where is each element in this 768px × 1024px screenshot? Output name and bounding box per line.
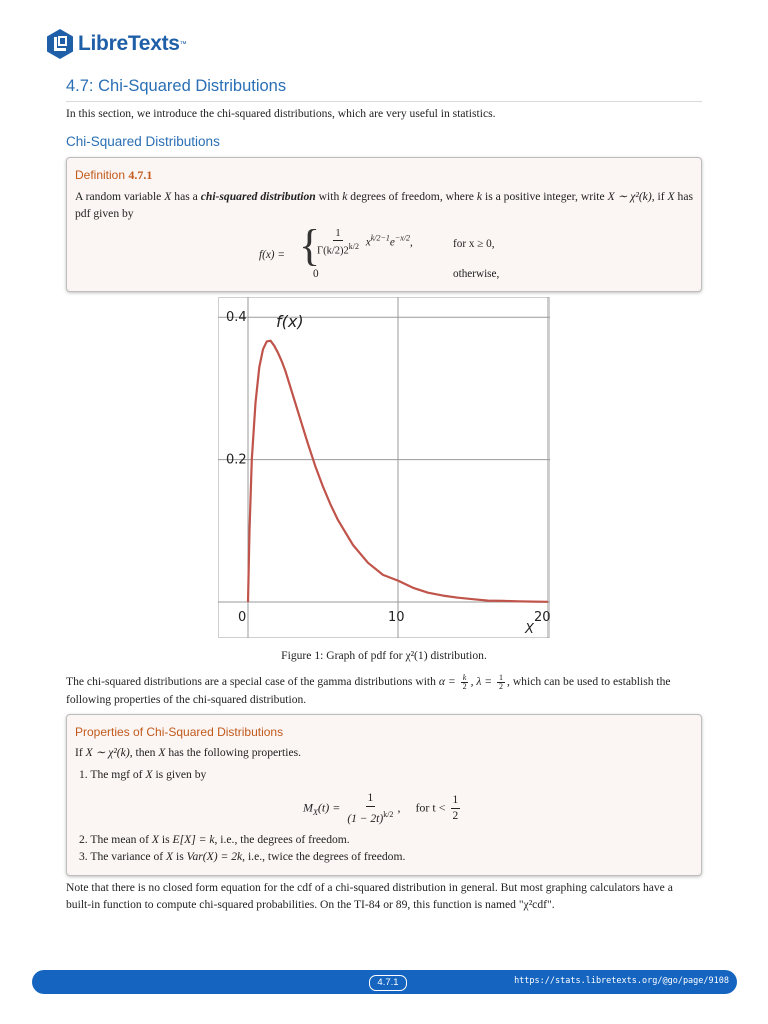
page-title: 4.7: Chi-Squared Distributions [66, 77, 287, 95]
mgf-cond-num: 1 [451, 793, 461, 809]
gamma-line-2: following properties of the chi-squared distribution. [66, 692, 307, 706]
properties-box [66, 714, 702, 876]
mgf-den-sup: k/2 [383, 810, 394, 819]
pdf-brace: { [299, 221, 321, 270]
prop-intro-dist: X ∼ χ²(k) [85, 746, 130, 759]
pdf-case2-condition: otherwise, [453, 268, 500, 280]
def-var-k: k [342, 190, 348, 203]
alpha-den: 2 [462, 681, 467, 691]
x-axis-label: X [525, 622, 534, 637]
definition-box [66, 157, 702, 292]
prop-intro-c: has the following properties. [168, 746, 302, 759]
item3-c: , i.e., twice the degrees of freedom. [242, 850, 406, 863]
def-var-x: X [164, 190, 172, 203]
alpha-fraction [461, 674, 469, 691]
mgf-cond: for t < [415, 800, 446, 815]
prop-intro-var: X [158, 746, 166, 759]
item2-eq: E[X] = k [172, 833, 215, 846]
property-item-1 [79, 768, 206, 781]
mgf-formula [303, 791, 462, 827]
def-text-f: , if [651, 190, 665, 203]
item2-c: , i.e., the degrees of freedom. [214, 833, 350, 846]
figure-caption: Figure 1: Graph of pdf for χ²(1) distribution. [281, 649, 487, 662]
properties-intro [75, 745, 301, 759]
def-text-c: with [318, 190, 340, 203]
item3-b: is [176, 850, 184, 863]
page-url[interactable]: https://stats.libretexts.org/@go/page/9108 [514, 976, 729, 986]
mgf-fraction [345, 791, 395, 827]
item2-a: 2. The mean of [79, 833, 149, 846]
title-divider [66, 101, 702, 102]
prop-intro-b: , then [129, 746, 156, 759]
item3-a: 3. The variance of [79, 850, 164, 863]
lambda-den: 2 [499, 681, 504, 691]
pdf-case1-den-base: Γ(k/2)2 [317, 245, 349, 257]
definition-number: 4.7.1 [128, 168, 153, 182]
alpha-eq: α = [438, 675, 456, 688]
pdf-case1-fraction [315, 228, 361, 258]
pdf-case1-den [315, 241, 361, 258]
def-var-x-2: X [667, 190, 675, 203]
pdf-case1-den-sup: k/2 [348, 242, 359, 251]
lambda-eq: , λ = [470, 675, 493, 688]
def-text-d: degrees of freedom, where [350, 190, 474, 203]
gamma-text-b: , which can be used to establish the [507, 675, 671, 688]
item3-eq: Var(X) = 2k [186, 850, 243, 863]
chart-frame [219, 298, 550, 638]
page-number: 4.7.1 [369, 975, 407, 991]
note-line-2: built-in function to compute chi-squared probabilities. On the TI-84 or 89, this function is named "χ²cdf". [66, 898, 555, 911]
footer-bar [32, 970, 737, 994]
alpha-num: k [462, 672, 467, 682]
gamma-line-1 [66, 673, 702, 691]
libretexts-logo[interactable] [46, 27, 187, 61]
intro-paragraph: In this section, we introduce the chi-squared distributions, which are very useful in statistics. [66, 107, 496, 120]
mgf-den [345, 807, 395, 827]
libretexts-logo-icon [46, 28, 74, 60]
lambda-fraction [497, 674, 505, 691]
def-text-b: has a [174, 190, 198, 203]
def-text-e: is a positive integer, write [484, 190, 605, 203]
pdf-case1-e: e [389, 236, 395, 249]
item1-b: is given by [155, 768, 207, 781]
property-item-2 [79, 833, 350, 846]
item3-var: X [166, 850, 174, 863]
item2-var: X [151, 833, 159, 846]
pdf-case-2: 0 [313, 268, 319, 280]
mgf-lhs: M [303, 800, 313, 815]
def-text-g: has pdf given by [75, 190, 693, 220]
mgf-arg: (t) = [317, 800, 341, 815]
x-tick-label-2: 20 [534, 610, 550, 625]
pdf-formula-lhs [259, 249, 285, 261]
prop-intro-a: If [75, 746, 83, 759]
x-tick-label-0: 0 [238, 610, 247, 625]
def-dist: X ∼ χ²(k) [607, 190, 652, 203]
mgf-cond-den: 2 [452, 810, 459, 823]
logo-trademark: ™ [179, 40, 187, 48]
logo-text: LibreTexts [78, 32, 180, 55]
definition-title [75, 168, 152, 183]
mgf-cond-fraction [451, 793, 461, 824]
pdf-case1-x-sup: k/2−1 [370, 233, 390, 243]
item1-a: 1. The mgf of [79, 768, 143, 781]
pdf-case1-e-sup: −x/2 [394, 233, 411, 243]
pdf-case1-condition: for x ≥ 0, [453, 238, 495, 250]
mgf-num: 1 [366, 791, 376, 807]
y-axis-label: f(x) [276, 312, 304, 331]
item2-b: is [161, 833, 170, 846]
y-tick-label-1: 0.4 [226, 310, 247, 326]
pdf-case1-num: 1 [335, 228, 341, 239]
x-tick-label-1: 10 [388, 610, 405, 625]
pdf-case1-x: x [365, 236, 371, 249]
property-item-3 [79, 850, 405, 863]
note-line-1: Note that there is no closed form equation for the cdf of a chi-squared distribution in general. But most graphing calculators have a [66, 881, 673, 894]
pdf-lhs: f(x) = [259, 249, 285, 261]
definition-label: Definition [75, 168, 126, 182]
gamma-relation-paragraph [66, 673, 702, 708]
section-heading[interactable]: Chi-Squared Distributions [66, 134, 220, 149]
lambda-num: 1 [499, 672, 504, 682]
def-var-k-2: k [476, 190, 483, 203]
gamma-text-a: The chi-squared distributions are a special case of the gamma distributions with [66, 675, 436, 688]
mgf-sub: X [313, 808, 318, 818]
def-text-a: A random variable [75, 190, 162, 203]
note-paragraph [66, 879, 702, 913]
item1-var: X [145, 768, 153, 781]
chi-squared-chart [218, 297, 550, 638]
definition-text [75, 188, 693, 222]
y-tick-label-0: 0.2 [226, 452, 247, 468]
properties-title: Properties of Chi-Squared Distributions [75, 725, 284, 739]
pdf-case1-comma: , [410, 236, 413, 249]
mgf-den-base: (1 − 2t) [347, 812, 384, 825]
pdf-case-1 [313, 228, 413, 258]
chart-svg [218, 297, 550, 638]
mgf-comma: , [397, 800, 401, 815]
def-term: chi-squared distribution [200, 190, 316, 203]
